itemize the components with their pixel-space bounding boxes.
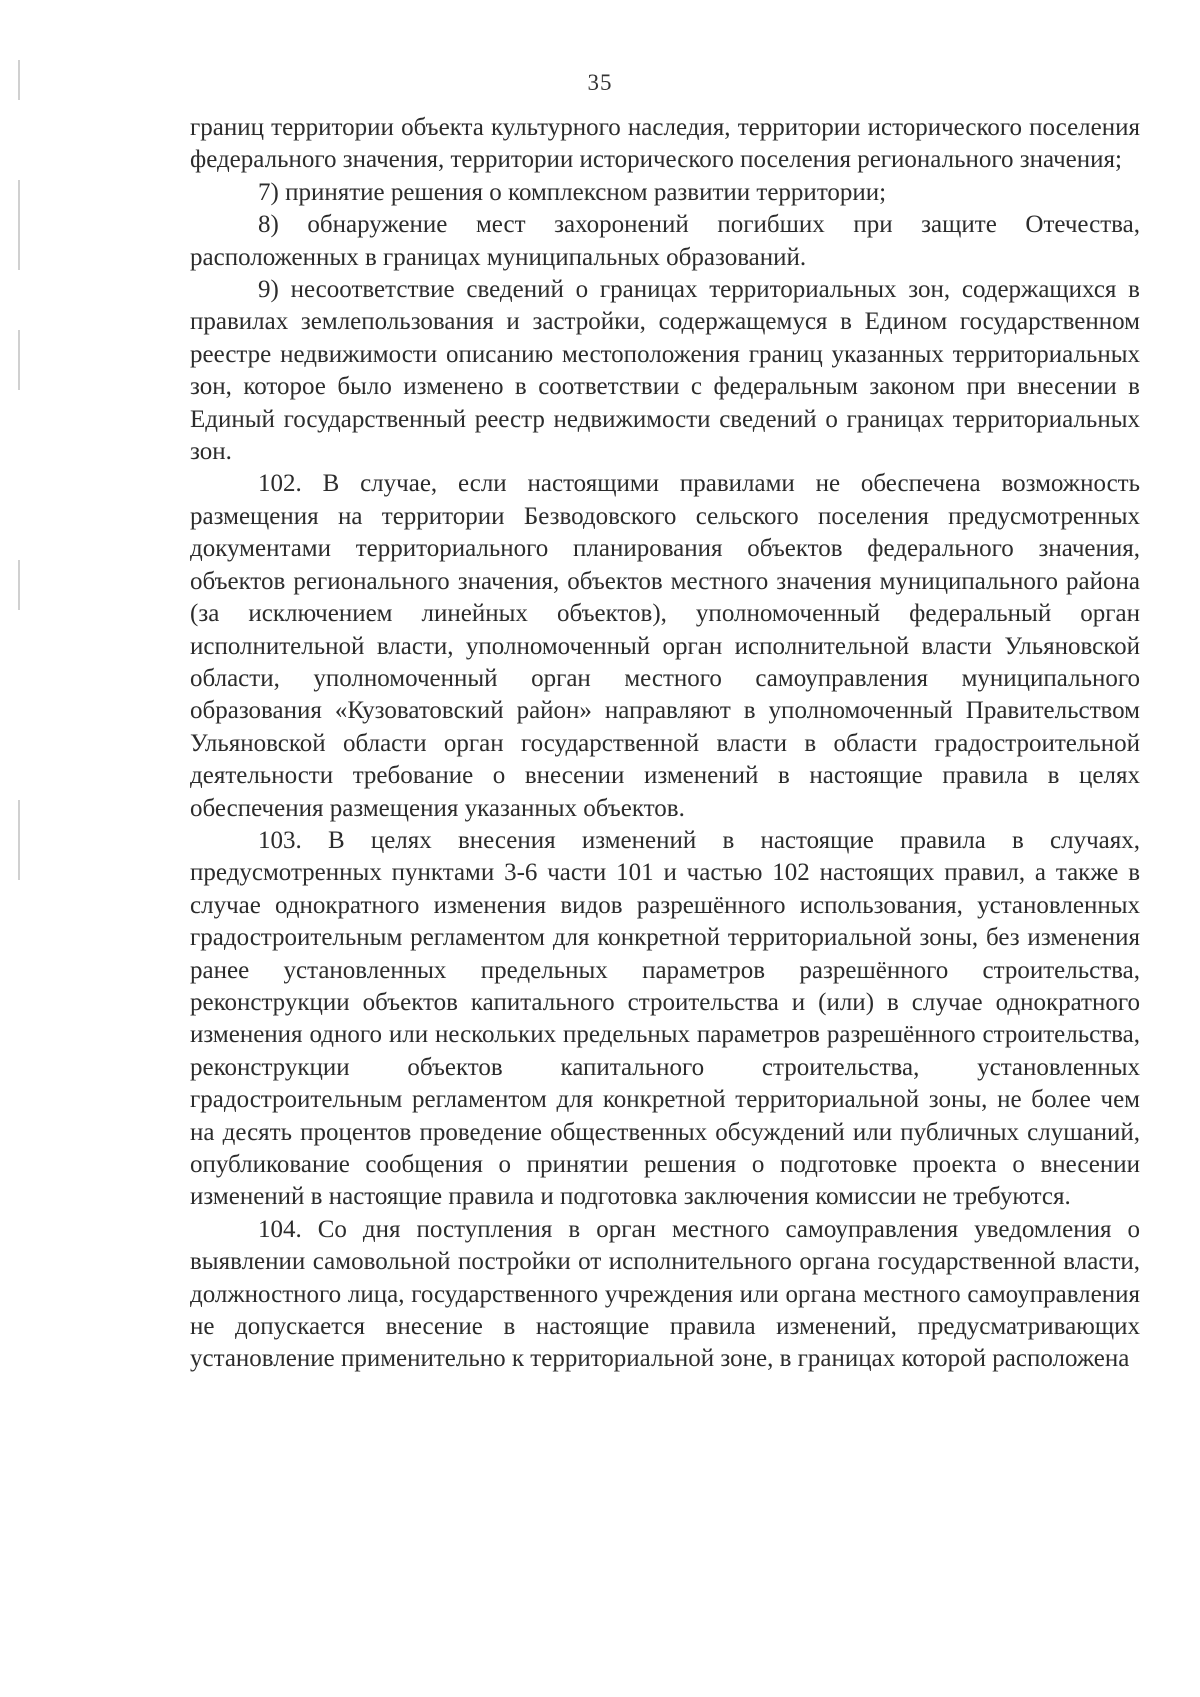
paragraph-continuation: границ территории объекта культурного наследия, территории исторического поселения федерального значения, территории исторического поселения регионального значения; (190, 114, 1140, 174)
document-body (190, 112, 1140, 1376)
scan-edge-mark (18, 800, 20, 880)
scan-edge-mark (18, 180, 20, 270)
clause-103: 103. В целях внесения изменений в настоящие правила в случаях, предусмотренных пунктами 3-6 части 101 и частью 102 настоящих правил, а также в случае однократного изменения видов разрешённого использования, установленных градостроительным регламентом для конкретной территориальной зоны, без изменения ранее установленных предельных параметров разрешённого строительства, реконструкции объектов капитального строительства и (или) в случае однократного изменения одного или нескольких предельных параметров разрешённого строительства, реконструкции объектов капитального строительства, установленных градостроительным регламентом для конкретной территориальной зоны, не более чем на десять процентов проведение общественных обсуждений или публичных слушаний, опубликование сообщения о принятии решения о подготовке проекта о внесении изменений в настоящие правила и подготовка заключения комиссии не требуются. (190, 826, 1140, 1211)
page-number: 35 (587, 70, 613, 95)
list-item-8: 8) обнаружение мест захоронений погибших при защите Отечества, расположенных в границах муниципальных образований. (190, 211, 1140, 271)
scan-edge-mark (18, 560, 20, 610)
clause-104: 104. Со дня поступления в орган местного самоуправления уведомления о выявлении самовольной постройки от исполнительного органа государственной власти, должностного лица, государственного учреждения или органа местного самоуправления не допускается внесение в настоящие правила изменений, предусматривающих установление применительно к территориальной зоне, в границах которой расположена (190, 1215, 1140, 1373)
list-item-9: 9) несоответствие сведений о границах территориальных зон, содержащихся в правилах землепользования и застройки, содержащемуся в Едином государственном реестре недвижимости описанию местоположения границ указанных территориальных зон, которое было изменено в соответствии с федеральным законом при внесении в Единый государственный реестр недвижимости сведений о границах территориальных зон. (190, 276, 1140, 466)
list-item-7: 7) принятие решения о комплексном развитии территории; (258, 178, 887, 206)
clause-102: 102. В случае, если настоящими правилами не обеспечена возможность размещения на территории Безводовского сельского поселения предусмотренных документами территориального планирования объектов федерального значения, объектов регионального значения, объектов местного значения муниципального района (за исключением линейных объектов), уполномоченный федеральный орган исполнительной власти, уполномоченный орган исполнительной власти Ульяновской области, уполномоченный орган местного самоуправления муниципального образования «Кузоватовский район» направляют в уполномоченный Правительством Ульяновской области орган государственной власти в области градостроительной деятельности требование о внесении изменений в настоящие правила в целях обеспечения размещения указанных объектов. (190, 470, 1140, 822)
scan-edge-mark (18, 330, 20, 390)
